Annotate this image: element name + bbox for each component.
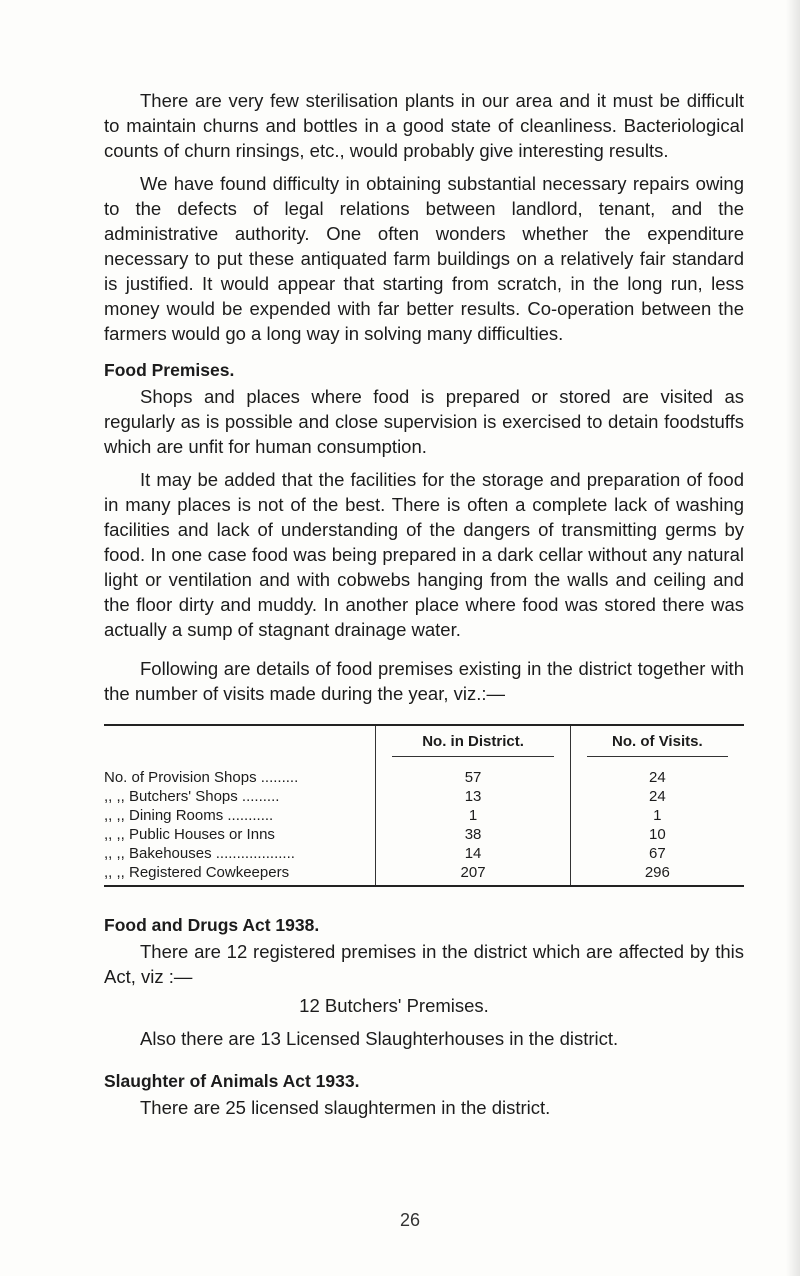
row-label: ,, ,, Registered Cowkeepers bbox=[104, 863, 376, 886]
slaughterhouses-line: Also there are 13 Licensed Slaughterhouses in the district. bbox=[140, 1028, 619, 1049]
row-label: ,, ,, Public Houses or Inns bbox=[104, 826, 275, 843]
paragraph-food-shops: Shops and places where food is prepared or stored are visited as regularly as is possible and close supervision is exercised to detain foodstuffs which are unfit for human consumption. bbox=[104, 386, 744, 457]
table-row bbox=[104, 844, 744, 863]
table-row bbox=[104, 825, 744, 844]
food-premises-table bbox=[104, 724, 744, 887]
paragraph-repairs: We have found difficulty in obtaining substantial necessary repairs owing to the defects of legal relations between landlord, tenant, and the administrative authority. One often wonders whether the expenditure necessary to put these antiquated farm buildings on a relatively fair standard is justified. It would appear that starting from scratch, in the long run, less money would be expended with far better results. Co-operation between the farmers would go a long way in solving many difficulties. bbox=[104, 173, 744, 344]
row-district-count: 207 bbox=[376, 863, 570, 886]
table-header-district bbox=[376, 725, 570, 764]
page-content bbox=[104, 88, 744, 1128]
row-district-count: 38 bbox=[376, 825, 570, 844]
heading-slaughter-act: Slaughter of Animals Act 1933. bbox=[104, 1071, 360, 1091]
paragraph-food-drugs-act: There are 12 registered premises in the district which are affected by this Act, viz :— bbox=[104, 941, 744, 987]
row-label: ,, ,, Butchers' Shops ......... bbox=[104, 788, 280, 805]
food-premises-table-wrap bbox=[104, 724, 744, 887]
row-label: ,, ,, Bakehouses ................... bbox=[104, 845, 295, 862]
row-district-count: 57 bbox=[376, 764, 570, 787]
row-district-count: 13 bbox=[376, 787, 570, 806]
row-district-count: 14 bbox=[376, 844, 570, 863]
row-visits-count: 296 bbox=[570, 863, 744, 886]
row-label: No. of Provision Shops ......... bbox=[104, 769, 299, 786]
header-visits-label: No. of Visits. bbox=[587, 733, 728, 757]
table-header-blank bbox=[104, 725, 376, 764]
table-header-visits bbox=[570, 725, 744, 764]
paragraph-sterilisation: There are very few sterilisation plants in our area and it must be difficult to maintain churns and bottles in a good state of cleanliness. Bacteriological counts of churn rinsings, etc., would probably give interesting results. bbox=[104, 90, 744, 161]
row-label: ,, ,, Dining Rooms ........... bbox=[104, 807, 274, 824]
page-edge-shadow bbox=[786, 0, 800, 1276]
row-visits-count: 24 bbox=[570, 787, 744, 806]
paragraph-food-details-intro: Following are details of food premises existing in the district together with the number of visits made during the year, viz.:— bbox=[104, 658, 744, 704]
table-row bbox=[104, 787, 744, 806]
header-district-label: No. in District. bbox=[392, 733, 553, 757]
row-district-count: 1 bbox=[376, 806, 570, 825]
paragraph-food-facilities: It may be added that the facilities for the storage and preparation of food in many places is not of the best. There is often a complete lack of washing facilities and lack of understanding of the dangers of transmitting germs by food. In one case food was being prepared in a dark cellar without any natural light or ventilation and with cobwebs hanging from the walls and ceiling and the floor dirty and muddy. In another place where food was stored there was actually a sump of stagnant drainage water. bbox=[104, 469, 744, 640]
heading-food-drugs-act: Food and Drugs Act 1938. bbox=[104, 915, 320, 935]
table-row bbox=[104, 764, 744, 787]
row-visits-count: 1 bbox=[570, 806, 744, 825]
butchers-premises-line: 12 Butchers' Premises. bbox=[299, 995, 489, 1016]
row-visits-count: 24 bbox=[570, 764, 744, 787]
table-row bbox=[104, 863, 744, 886]
table-row bbox=[104, 806, 744, 825]
row-visits-count: 10 bbox=[570, 825, 744, 844]
row-visits-count: 67 bbox=[570, 844, 744, 863]
paragraph-slaughtermen: There are 25 licensed slaughtermen in the district. bbox=[140, 1097, 551, 1118]
page-number: 26 bbox=[399, 1210, 421, 1230]
table-header-row bbox=[104, 725, 744, 764]
heading-food-premises: Food Premises. bbox=[104, 360, 235, 380]
